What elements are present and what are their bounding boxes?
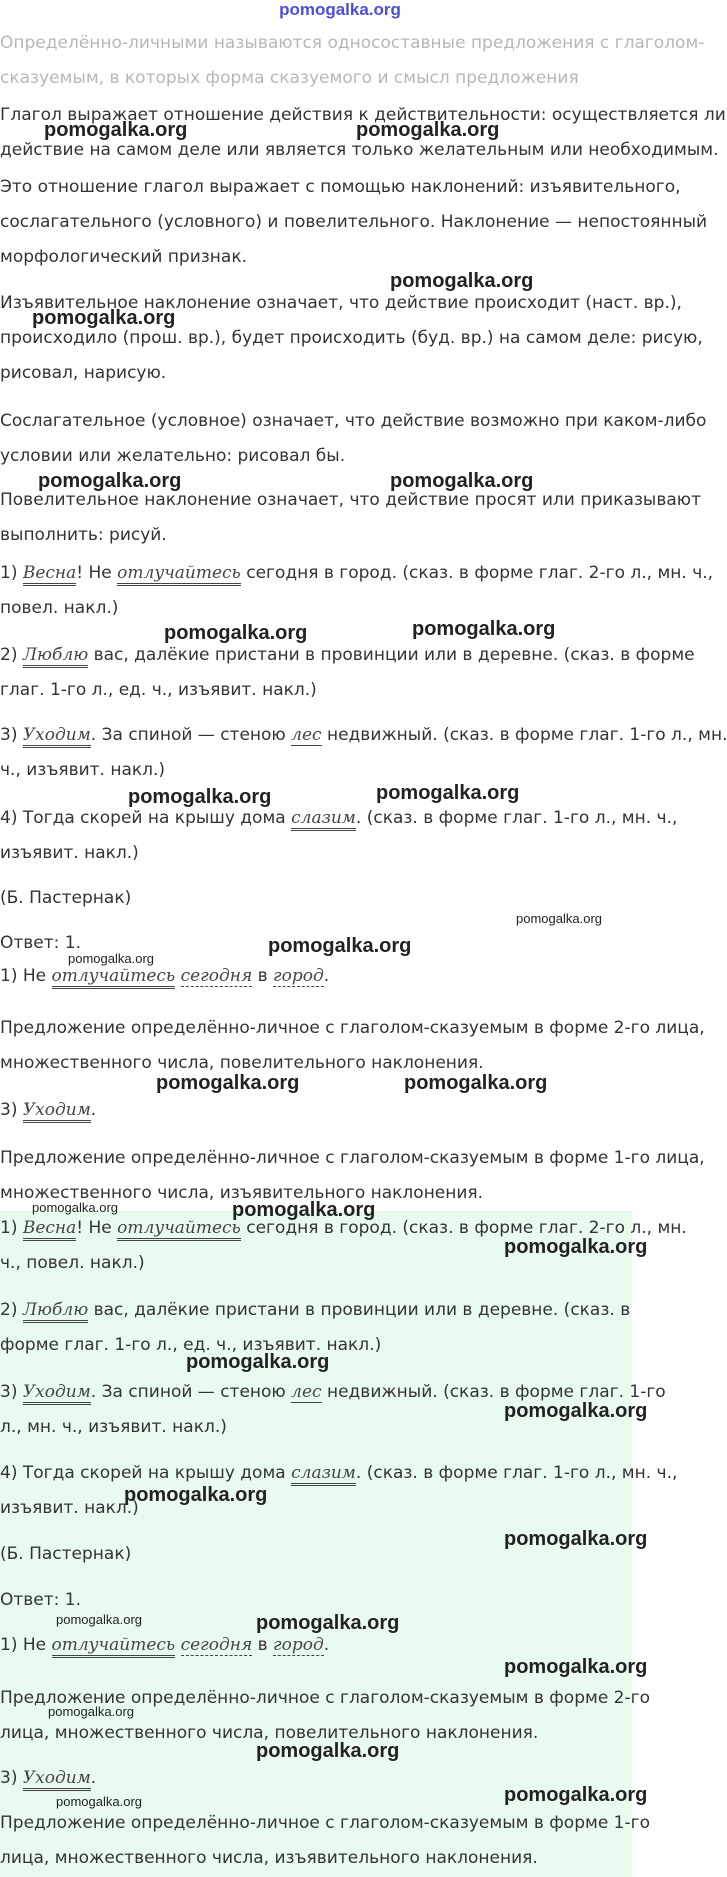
- watermark: pomogalka.org: [504, 1400, 648, 1422]
- subject-word: лес: [291, 1382, 322, 1402]
- green-answer-line: Ответ: 1.: [0, 1590, 82, 1610]
- predicate-word: слазим: [291, 808, 356, 831]
- watermark: pomogalka.org: [56, 1612, 142, 1627]
- green-item-2-line-1: [0, 1293, 680, 1328]
- watermark: pomogalka.org: [232, 1199, 376, 1221]
- item-number: 3): [0, 725, 23, 745]
- predicate-word: отлучайтесь: [52, 1635, 176, 1658]
- watermark: pomogalka.org: [68, 951, 154, 966]
- watermark: pomogalka.org: [268, 935, 412, 957]
- item-text: 1) Не: [0, 1635, 52, 1655]
- item-text: 4) Тогда скорей на крышу дома: [0, 1463, 292, 1483]
- watermark: pomogalka.org: [44, 119, 188, 141]
- green-item-2-line-2: форме глаг. 1-го л., ед. ч., изъявит. накл.): [0, 1335, 382, 1355]
- green-answer-3-explanation-line-2: лица, множественного числа, изъявительного наклонения.: [0, 1848, 538, 1868]
- green-item-3-line-2: л., мн. ч., изъявит. накл.): [0, 1417, 227, 1437]
- item-text: .: [90, 1768, 97, 1788]
- green-answer-1-explanation-line-1: Предложение определённо-личное с глаголом-сказуемым в форме 2-го: [0, 1688, 650, 1708]
- watermark: pomogalka.org: [38, 470, 182, 492]
- watermark: pomogalka.org: [390, 270, 534, 292]
- item-text: ! Не: [76, 1218, 118, 1238]
- item-number: 3): [0, 1768, 23, 1788]
- predicate-word: отлучайтесь: [52, 966, 176, 989]
- item-number: 3): [0, 1100, 23, 1120]
- site-logo-watermark[interactable]: pomogalka.org: [279, 0, 401, 19]
- watermark: pomogalka.org: [390, 470, 534, 492]
- predicate-word: Люблю: [23, 1300, 88, 1323]
- green-item-4-line-2: изъявит. накл.): [0, 1498, 139, 1518]
- watermark: pomogalka.org: [32, 1200, 118, 1215]
- watermark: pomogalka.org: [404, 1072, 548, 1094]
- green-item-4-line-1: [0, 1456, 680, 1491]
- watermark: pomogalka.org: [56, 1794, 142, 1809]
- answer-line: Ответ: 1.: [0, 933, 82, 953]
- paragraph-1-line-1: Глагол выражает отношение действия к действительности: осуществляется ли: [0, 105, 726, 125]
- predicate-word: слазим: [291, 1463, 356, 1486]
- definition-line-2: сказуемым, в которых форма сказуемого и смысл предложения: [0, 68, 579, 88]
- answer-1-explanation-line-1: Предложение определённо-личное с глаголом-сказуемым в форме 2-го лица,: [0, 1018, 705, 1038]
- watermark: pomogalka.org: [356, 119, 500, 141]
- item-text: недвижный. (сказ. в форме глаг. 1-го: [321, 1382, 666, 1402]
- predicate-word: Уходим: [23, 1382, 91, 1405]
- item-number: 3): [0, 1382, 23, 1402]
- answer-3-explanation-line-2: множественного числа, изъявительного наклонения.: [0, 1183, 484, 1203]
- subject-word: Весна: [23, 1218, 76, 1241]
- watermark: pomogalka.org: [32, 307, 176, 329]
- item-text: недвижный. (сказ. в форме глаг. 1-го л., мн.: [321, 725, 727, 745]
- watermark: pomogalka.org: [186, 1351, 330, 1373]
- watermark: pomogalka.org: [48, 1704, 134, 1719]
- item-text: в: [252, 966, 274, 986]
- predicate-word: отлучайтесь: [117, 563, 241, 586]
- item-text: . За спиной — стеною: [90, 725, 292, 745]
- paragraph-3-line-3: рисовал, нарисую.: [0, 363, 167, 383]
- paragraph-2-line-2: сослагательного (условного) и повелительного. Наклонение — непостоянный: [0, 212, 708, 232]
- item-text: . (сказ. в форме глаг. 1-го л., мн. ч.,: [355, 808, 678, 828]
- item-number: 1): [0, 1218, 23, 1238]
- item-text: 4) Тогда скорей на крышу дома: [0, 808, 292, 828]
- item-1-line-1: [0, 556, 714, 591]
- paragraph-4-line-1: Сослагательное (условное) означает, что действие возможно при каком-либо: [0, 411, 707, 431]
- watermark: pomogalka.org: [128, 786, 272, 808]
- item-1-line-2: повел. накл.): [0, 598, 119, 618]
- item-text: . (сказ. в форме глаг. 1-го л., мн. ч.,: [355, 1463, 678, 1483]
- item-3-line-1: [0, 718, 727, 753]
- answer-1-explanation-line-2: множественного числа, повелительного наклонения.: [0, 1053, 484, 1073]
- item-text: в: [252, 1635, 274, 1655]
- item-text: ! Не: [76, 563, 118, 583]
- item-number: 2): [0, 645, 23, 665]
- adverbial-word: город: [273, 1635, 324, 1655]
- item-text: сегодня в город. (сказ. в форме глаг. 2-го л., мн. ч.,: [240, 563, 714, 583]
- item-text: .: [323, 1635, 330, 1655]
- paragraph-5-line-1: Повелительное наклонение означает, что действие просят или приказывают: [0, 490, 701, 510]
- paragraph-3-line-2: происходило (прош. вр.), будет происходить (буд. вр.) на самом деле: рисую,: [0, 328, 703, 348]
- subject-word: Весна: [23, 563, 76, 586]
- green-answer-3-explanation-line-1: Предложение определённо-личное с глаголом-сказуемым в форме 1-го: [0, 1813, 650, 1833]
- watermark: pomogalka.org: [516, 911, 602, 926]
- answer-3-explanation-line-1: Предложение определённо-личное с глаголом-сказуемым в форме 1-го лица,: [0, 1148, 705, 1168]
- definition-line-1: Определённо-личными называются односоставные предложения с глаголом-: [0, 33, 705, 53]
- watermark: pomogalka.org: [504, 1236, 648, 1258]
- watermark: pomogalka.org: [504, 1656, 648, 1678]
- item-2-line-1: [0, 638, 695, 673]
- author-line: (Б. Пастернак): [0, 888, 132, 908]
- predicate-word: отлучайтесь: [117, 1218, 241, 1241]
- paragraph-1-line-2: действие на самом деле или является только желательным или необходимым.: [0, 140, 719, 160]
- item-number: 2): [0, 1300, 23, 1320]
- watermark: pomogalka.org: [156, 1072, 300, 1094]
- adverbial-word: город: [273, 966, 324, 986]
- item-4-line-1: [0, 801, 680, 836]
- adverbial-word: сегодня: [180, 1635, 253, 1655]
- green-item-1-line-2: ч., повел. накл.): [0, 1253, 145, 1273]
- item-text: .: [323, 966, 330, 986]
- watermark: pomogalka.org: [412, 618, 556, 640]
- item-text: . За спиной — стеною: [90, 1382, 292, 1402]
- subject-word: лес: [291, 725, 322, 745]
- watermark: pomogalka.org: [504, 1528, 648, 1550]
- watermark: pomogalka.org: [376, 782, 520, 804]
- watermark: pomogalka.org: [164, 622, 308, 644]
- item-number: 1): [0, 563, 23, 583]
- answer-3-sentence: [0, 1093, 680, 1128]
- adverbial-word: сегодня: [180, 966, 253, 986]
- green-answer-1-explanation-line-2: лица, множественного числа, повелительного наклонения.: [0, 1723, 539, 1743]
- paragraph-4-line-2: условии или желательно: рисовал бы.: [0, 446, 346, 466]
- watermark: pomogalka.org: [504, 1784, 648, 1806]
- watermark: pomogalka.org: [124, 1484, 268, 1506]
- item-text: вас, далёкие пристани в провинции или в деревне. (сказ. в форме: [88, 645, 695, 665]
- paragraph-2-line-1: Это отношение глагол выражает с помощью наклонений: изъявительного,: [0, 177, 681, 197]
- paragraph-3-line-1: Изъявительное наклонение означает, что действие происходит (наст. вр.),: [0, 293, 682, 313]
- predicate-word: Уходим: [23, 1768, 91, 1791]
- item-text: 1) Не: [0, 966, 52, 986]
- green-author-line: (Б. Пастернак): [0, 1544, 132, 1564]
- item-4-line-2: изъявит. накл.): [0, 843, 139, 863]
- watermark: pomogalka.org: [256, 1612, 400, 1634]
- predicate-word: Уходим: [23, 725, 91, 748]
- item-text: сегодня в город. (сказ. в форме глаг. 2-го л., мн.: [240, 1218, 687, 1238]
- item-text: .: [90, 1100, 97, 1120]
- item-2-line-2: глаг. 1-го л., ед. ч., изъявит. накл.): [0, 680, 317, 700]
- item-3-line-2: ч., изъявит. накл.): [0, 760, 166, 780]
- predicate-word: Люблю: [23, 645, 88, 668]
- predicate-word: Уходим: [23, 1100, 91, 1123]
- paragraph-5-line-2: выполнить: рисуй.: [0, 525, 167, 545]
- watermark: pomogalka.org: [256, 1740, 400, 1762]
- paragraph-2-line-3: морфологический признак.: [0, 247, 248, 267]
- item-text: вас, далёкие пристани в провинции или в деревне. (сказ. в: [88, 1300, 631, 1320]
